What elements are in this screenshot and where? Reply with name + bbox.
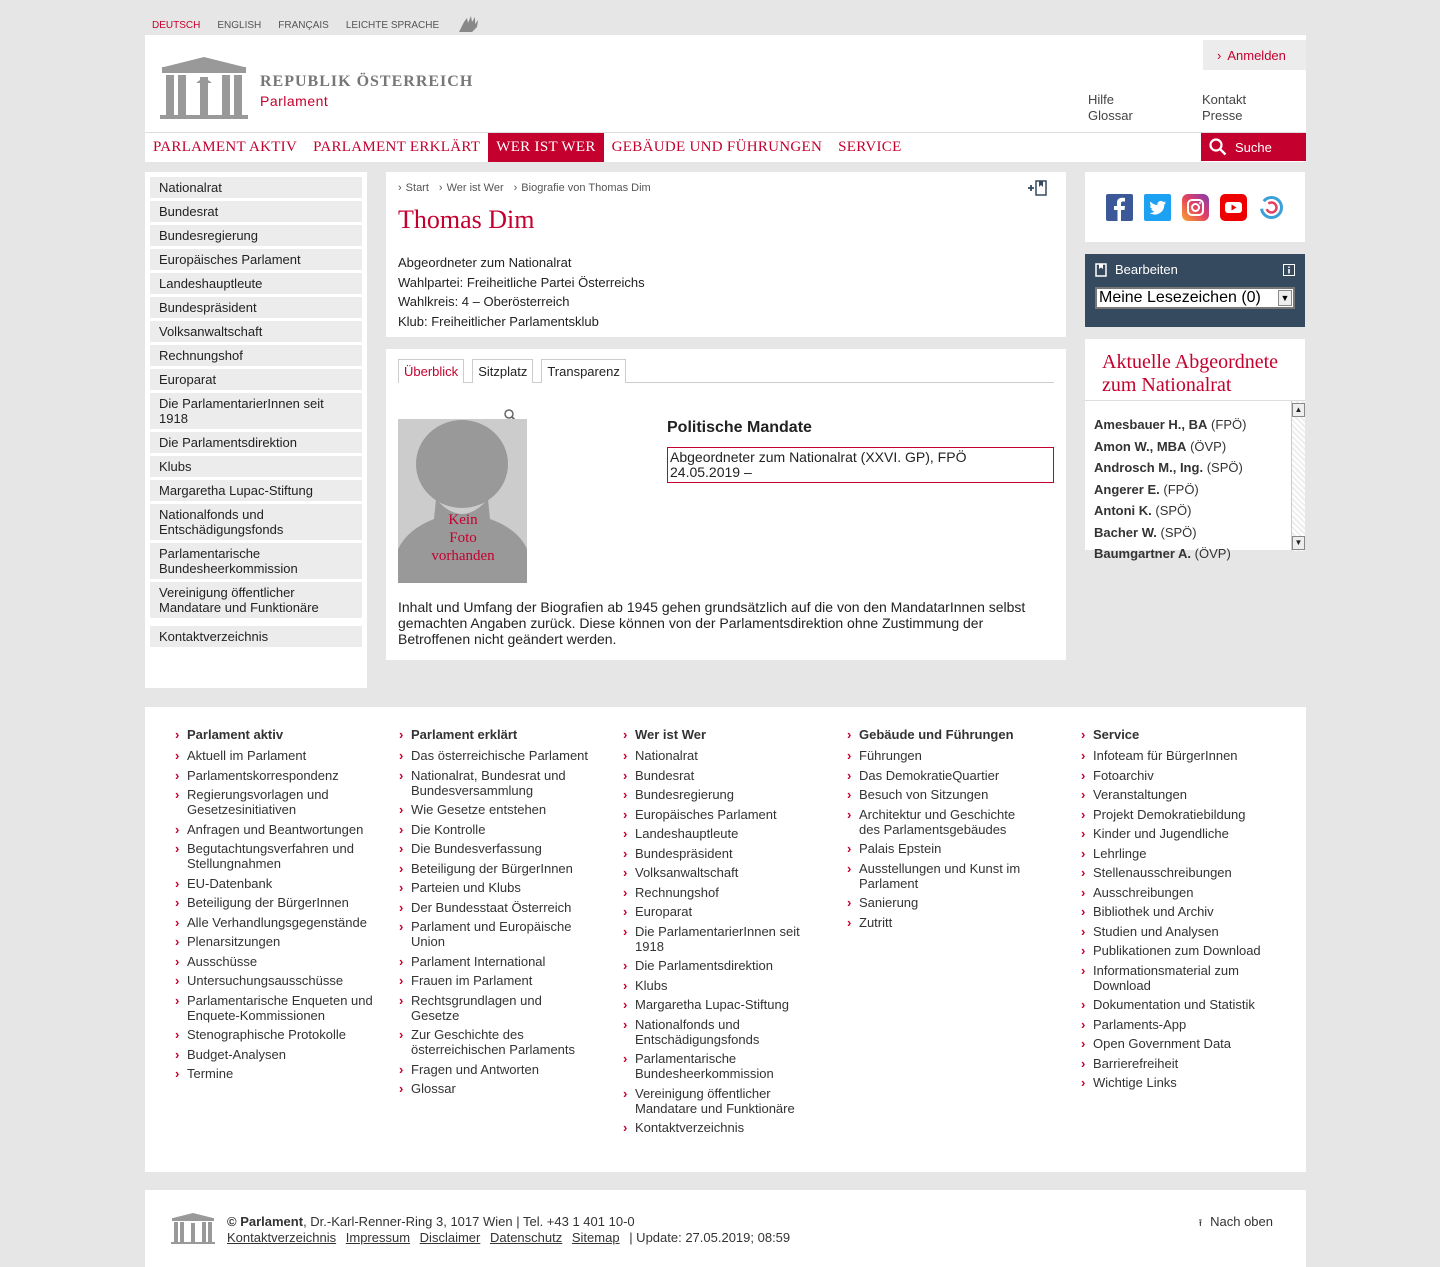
members-scrollbar[interactable] bbox=[1291, 401, 1305, 551]
biography-note: Inhalt und Umfang der Biografien ab 1945 gehen grundsätzlich auf die von den MandatarInnen selbst gemachten Angaben zurück. Diese können von der Parlamentsdirektion ohne Zustimmung der Betroffenen nicht geändert werden. bbox=[398, 599, 1026, 647]
footer-sitemap-link[interactable]: › Parlamentarische Bundesheerkommission bbox=[623, 1051, 813, 1081]
footer-sitemap-link[interactable]: › Studien und Analysen bbox=[1081, 924, 1271, 939]
footer-sitemap-link[interactable]: › Rechnungshof bbox=[623, 885, 813, 900]
back-to-top-label: Nach oben bbox=[1210, 1214, 1273, 1229]
leftnav-item[interactable]: Klubs bbox=[150, 456, 362, 477]
arrow-up-icon: ⭱ bbox=[1198, 1218, 1203, 1229]
member-name: Angerer E. bbox=[1094, 481, 1160, 497]
member-name: Bacher W. bbox=[1094, 524, 1157, 540]
member-item[interactable] bbox=[1085, 500, 1305, 522]
footer-sitemap-link[interactable]: › Regierungsvorlagen und Gesetzesinitiativen bbox=[175, 787, 375, 817]
footer-sitemap-link[interactable]: › Begutachtungsverfahren und Stellungnahmen bbox=[175, 841, 375, 871]
fact-role: Abgeordneter zum Nationalrat bbox=[398, 255, 572, 270]
footer-sitemap-link[interactable]: › Beteiligung der BürgerInnen bbox=[399, 861, 589, 876]
leftnav-item[interactable]: Bundesregierung bbox=[150, 225, 362, 246]
footer-sitemap-link[interactable]: › Kontaktverzeichnis bbox=[623, 1120, 813, 1135]
youtube-icon[interactable] bbox=[1220, 194, 1247, 221]
leftnav-item[interactable]: Parlamentarische Bundesheerkommission bbox=[150, 543, 362, 579]
chevron-right-icon: › bbox=[1217, 47, 1222, 63]
footer-sitemap-link[interactable]: › Parteien und Klubs bbox=[399, 880, 589, 895]
lang-fr[interactable]: FRANÇAIS bbox=[278, 20, 329, 31]
leftnav-item[interactable]: Landeshauptleute bbox=[150, 273, 362, 294]
footer-sitemap-link[interactable]: › Anfragen und Beantwortungen bbox=[175, 822, 375, 837]
lang-en[interactable]: ENGLISH bbox=[217, 20, 262, 31]
leftnav-item[interactable]: Bundespräsident bbox=[150, 297, 362, 318]
current-members-box bbox=[1085, 339, 1305, 561]
no-photo-line: vorhanden bbox=[431, 548, 495, 564]
bottom-bar bbox=[145, 1190, 1306, 1267]
header-links-right bbox=[1202, 92, 1246, 124]
leftnav-item[interactable]: Nationalfonds und Entschädigungsfonds bbox=[150, 504, 362, 540]
bookmark-icon bbox=[1095, 263, 1107, 277]
member-party: (SPÖ) bbox=[1206, 460, 1243, 475]
breadcrumb-item[interactable]: › Start bbox=[398, 182, 429, 194]
leftnav-item[interactable]: Europarat bbox=[150, 369, 362, 390]
leftnav-item[interactable]: Die Parlamentsdirektion bbox=[150, 432, 362, 453]
nav-parlament-aktiv[interactable]: PARLAMENT AKTIV bbox=[153, 139, 298, 155]
footer-sitemap-link[interactable]: › Parlaments-App bbox=[1081, 1017, 1271, 1032]
footer-sitemap-link[interactable]: › Die Kontrolle bbox=[399, 822, 589, 837]
no-photo-text bbox=[418, 511, 508, 565]
footer-sitemap-link[interactable]: › Alle Verhandlungsgegenstände bbox=[175, 915, 375, 930]
footer-sitemap-link[interactable]: › Sanierung bbox=[847, 895, 1037, 910]
footer-link[interactable]: Datenschutz bbox=[489, 1230, 563, 1245]
fact-constituency: Wahlkreis: 4 – Oberösterreich bbox=[398, 294, 570, 309]
footer-sitemap-link[interactable]: › Palais Epstein bbox=[847, 841, 1037, 856]
footer-sitemap-link[interactable]: › Wie Gesetze entstehen bbox=[399, 802, 589, 817]
person-facts bbox=[398, 253, 1054, 331]
member-name: Androsch M., Ing. bbox=[1094, 460, 1204, 475]
member-name: Amesbauer H., BA bbox=[1094, 417, 1208, 432]
member-name: Baumgartner A. bbox=[1094, 546, 1192, 561]
footer-sitemap-link[interactable]: › Bibliothek und Archiv bbox=[1081, 904, 1271, 919]
member-party: (FPÖ) bbox=[1211, 417, 1247, 432]
footer-sitemap-link[interactable]: › Klubs bbox=[623, 978, 813, 993]
breadcrumb bbox=[398, 182, 1054, 194]
leftnav-item[interactable]: Nationalrat bbox=[150, 177, 362, 198]
current-members-title: Aktuelle Abgeordnete zum Nationalrat bbox=[1102, 351, 1279, 396]
mandate-entry bbox=[667, 447, 1054, 483]
footer-sitemap-link[interactable]: › Nationalfonds und Entschädigungsfonds bbox=[623, 1017, 813, 1047]
fact-party: Wahlpartei: Freiheitliche Partei Österreichs bbox=[398, 274, 645, 290]
nav-wer-ist-wer[interactable]: WER IST WER bbox=[488, 133, 603, 162]
footer-sitemap-link[interactable]: › Beteiligung der BürgerInnen bbox=[175, 895, 375, 910]
logo[interactable] bbox=[160, 55, 473, 119]
footer-sitemap-link[interactable]: › Architektur und Geschichte des Parlamentsgebäudes bbox=[847, 807, 1037, 837]
mandates-heading: Politische Mandate bbox=[667, 419, 812, 436]
mandate-date: 24.05.2019 – bbox=[670, 464, 752, 480]
tab-transparenz[interactable]: Transparenz bbox=[541, 359, 626, 383]
footer-sitemap-link[interactable]: › Volksanwaltschaft bbox=[623, 865, 813, 880]
footer-sitemap-link[interactable]: › Das DemokratieQuartier bbox=[847, 768, 1037, 783]
footer-link[interactable]: Impressum bbox=[345, 1230, 411, 1245]
copyright-address: , Dr.-Karl-Renner-Ring 3, 1017 Wien | Tel. +43 1 401 10-0 bbox=[303, 1214, 635, 1229]
footer-sitemap-link[interactable]: › Besuch von Sitzungen bbox=[847, 787, 1037, 802]
member-party: (SPÖ) bbox=[1160, 524, 1197, 540]
member-item[interactable] bbox=[1085, 543, 1305, 565]
fact-club: Klub: Freiheitlicher Parlamentsklub bbox=[398, 313, 599, 329]
footer-link[interactable]: Disclaimer bbox=[419, 1230, 481, 1245]
footer-sitemap-link[interactable]: › Infoteam für BürgerInnen bbox=[1081, 748, 1271, 763]
footer-sitemap-link[interactable]: › Budget-Analysen bbox=[175, 1047, 375, 1062]
member-item[interactable] bbox=[1085, 479, 1305, 501]
press-link[interactable]: Presse bbox=[1202, 108, 1243, 123]
language-bar bbox=[152, 14, 482, 37]
footer-column bbox=[399, 727, 589, 1101]
footer-sitemap-link[interactable]: › Parlament und Europäische Union bbox=[399, 919, 589, 949]
footer-sitemap-link[interactable]: › Barrierefreiheit bbox=[1081, 1056, 1271, 1071]
tab-sitzplatz[interactable]: Sitzplatz bbox=[472, 359, 533, 383]
lang-easy[interactable]: LEICHTE SPRACHE bbox=[345, 20, 440, 31]
parliament-logo-small-icon[interactable] bbox=[171, 1212, 215, 1244]
footer-sitemap-link[interactable]: › Glossar bbox=[399, 1081, 589, 1096]
footer-column-heading[interactable]: › Parlament aktiv bbox=[175, 727, 375, 742]
scroll-down-icon[interactable]: ▼ bbox=[1292, 536, 1305, 550]
footer-sitemap-link[interactable]: › Open Government Data bbox=[1081, 1036, 1271, 1051]
member-name: Antoni K. bbox=[1094, 503, 1152, 518]
nav-parlament-erklaert[interactable]: PARLAMENT ERKLÄRT bbox=[313, 139, 481, 155]
glossary-link[interactable]: Glossar bbox=[1088, 108, 1133, 123]
social-links bbox=[1085, 172, 1305, 242]
footer-sitemap-link[interactable]: › Europäisches Parlament bbox=[623, 807, 813, 822]
member-item[interactable] bbox=[1085, 436, 1305, 458]
breadcrumb-item: › Biografie von Thomas Dim bbox=[514, 182, 651, 194]
footer-sitemap-link[interactable]: › Parlamentarische Enqueten und Enquete-Kommissionen bbox=[175, 993, 375, 1023]
breadcrumb-item[interactable]: › Wer ist Wer bbox=[439, 182, 504, 194]
twitter-icon[interactable] bbox=[1144, 194, 1171, 221]
help-link[interactable]: Hilfe bbox=[1088, 92, 1115, 107]
footer-sitemap-link[interactable]: › Nationalrat bbox=[623, 748, 813, 763]
lang-de[interactable]: DEUTSCH bbox=[152, 20, 201, 31]
leftnav-item[interactable]: Vereinigung öffentlicher Mandatare und Funktionäre bbox=[150, 582, 362, 618]
leftnav-item[interactable]: Europäisches Parlament bbox=[150, 249, 362, 270]
leftnav-item[interactable]: Margaretha Lupac-Stiftung bbox=[150, 480, 362, 501]
member-name: Amon W., MBA bbox=[1094, 438, 1187, 454]
leftnav-item[interactable]: Volksanwaltschaft bbox=[150, 321, 362, 342]
update-text: | Update: 27.05.2019; 08:59 bbox=[629, 1230, 791, 1245]
nav-service[interactable]: SERVICE bbox=[838, 139, 902, 155]
login-button[interactable] bbox=[1203, 40, 1306, 70]
footer-sitemap-link[interactable]: › Projekt Demokratiebildung bbox=[1081, 807, 1271, 822]
footer-sitemap-link[interactable]: › Informationsmaterial zum Download bbox=[1081, 963, 1271, 993]
footer-column bbox=[175, 727, 375, 1086]
footer-sitemap-link[interactable]: › Publikationen zum Download bbox=[1081, 943, 1271, 958]
leftnav-item[interactable]: Die ParlamentarierInnen seit 1918 bbox=[150, 393, 362, 429]
search-button[interactable] bbox=[1201, 133, 1306, 161]
footer-sitemap-link[interactable]: › Termine bbox=[175, 1066, 375, 1081]
left-navigation bbox=[145, 172, 367, 688]
chevron-down-icon: ▼ bbox=[1278, 290, 1292, 306]
member-item[interactable] bbox=[1085, 414, 1305, 436]
footer-sitemap-link[interactable]: › Die ParlamentarierInnen seit 1918 bbox=[623, 924, 813, 954]
footer-sitemap-link[interactable]: › Margaretha Lupac-Stiftung bbox=[623, 997, 813, 1012]
footer-sitemap-link[interactable]: › Veranstaltungen bbox=[1081, 787, 1271, 802]
footer-sitemap bbox=[145, 707, 1306, 1172]
tab-bar bbox=[398, 359, 1054, 383]
member-item[interactable] bbox=[1085, 457, 1305, 479]
mandate-line: Abgeordneter zum Nationalrat (XXVI. GP), FPÖ bbox=[670, 449, 967, 465]
footer-sitemap-link[interactable]: › Das österreichische Parlament bbox=[399, 748, 589, 763]
footer-sitemap-link[interactable]: › Zutritt bbox=[847, 915, 1037, 930]
search-icon bbox=[1209, 138, 1227, 156]
info-icon[interactable] bbox=[1283, 264, 1295, 276]
footer-sitemap-link[interactable]: › Aktuell im Parlament bbox=[175, 748, 375, 763]
footer-sitemap-link[interactable]: › Die Parlamentsdirektion bbox=[623, 958, 813, 973]
footer-sitemap-link[interactable]: › Kinder und Jugendliche bbox=[1081, 826, 1271, 841]
members-list bbox=[1085, 400, 1305, 561]
footer-column-heading[interactable]: › Gebäude und Führungen bbox=[847, 727, 1037, 742]
edit-label[interactable]: Bearbeiten bbox=[1115, 262, 1178, 277]
footer-sitemap-link[interactable]: › Plenarsitzungen bbox=[175, 934, 375, 949]
footer-column-heading[interactable]: › Parlament erklärt bbox=[399, 727, 589, 742]
reform-icon[interactable] bbox=[1258, 194, 1285, 221]
page-title: Thomas Dim bbox=[398, 205, 535, 234]
person-photo-placeholder[interactable] bbox=[398, 419, 527, 583]
footer-sitemap-link[interactable]: › Nationalrat, Bundesrat und Bundesversammlung bbox=[399, 768, 589, 798]
footer-sitemap-link[interactable]: › Stenographische Protokolle bbox=[175, 1027, 375, 1042]
footer-sitemap-link[interactable]: › Ausstellungen und Kunst im Parlament bbox=[847, 861, 1037, 891]
scroll-up-icon[interactable]: ▲ bbox=[1292, 403, 1305, 417]
member-party: (ÖVP) bbox=[1190, 438, 1227, 454]
member-item[interactable] bbox=[1085, 522, 1305, 544]
footer-sitemap-link[interactable]: › Ausschüsse bbox=[175, 954, 375, 969]
bookmarks-select-value: Meine Lesezeichen (0) bbox=[1099, 289, 1261, 306]
login-label: Anmelden bbox=[1227, 47, 1286, 63]
header-links-left bbox=[1088, 92, 1133, 124]
main-navigation bbox=[145, 132, 1306, 162]
add-bookmark-icon[interactable] bbox=[1028, 180, 1048, 196]
leftnav-item[interactable]: Kontaktverzeichnis bbox=[150, 626, 362, 647]
footer-column-heading[interactable]: › Service bbox=[1081, 727, 1271, 742]
footer-sitemap-link[interactable]: › Parlament International bbox=[399, 954, 589, 969]
overview-panel bbox=[386, 349, 1066, 660]
footer-sitemap-link[interactable]: › Fotoarchiv bbox=[1081, 768, 1271, 783]
tab-ueberblick[interactable]: Überblick bbox=[398, 359, 464, 383]
footer-sitemap-link[interactable]: › Bundespräsident bbox=[623, 846, 813, 861]
site-header bbox=[145, 35, 1306, 162]
footer-sitemap-link[interactable]: › Der Bundesstaat Österreich bbox=[399, 900, 589, 915]
member-party: (ÖVP) bbox=[1194, 546, 1231, 561]
footer-column bbox=[1081, 727, 1271, 1095]
leftnav-item[interactable]: Rechnungshof bbox=[150, 345, 362, 366]
sign-language-icon[interactable] bbox=[456, 14, 482, 37]
nav-gebaeude-fuehrungen[interactable]: GEBÄUDE UND FÜHRUNGEN bbox=[611, 139, 823, 155]
footer-link[interactable]: Kontaktverzeichnis bbox=[227, 1230, 337, 1245]
footer-sitemap-link[interactable]: › EU-Datenbank bbox=[175, 876, 375, 891]
member-party: (FPÖ) bbox=[1163, 481, 1199, 497]
footer-sitemap-link[interactable]: › Die Bundesverfassung bbox=[399, 841, 589, 856]
footer-sitemap-link[interactable]: › Bundesrat bbox=[623, 768, 813, 783]
footer-sitemap-link[interactable]: › Landeshauptleute bbox=[623, 826, 813, 841]
member-party: (SPÖ) bbox=[1155, 503, 1192, 518]
footer-sitemap-link[interactable]: › Ausschreibungen bbox=[1081, 885, 1271, 900]
footer-sitemap-link[interactable]: › Führungen bbox=[847, 748, 1037, 763]
copyright-org: © Parlament bbox=[227, 1214, 304, 1229]
search-label: Suche bbox=[1235, 139, 1272, 155]
footer-sitemap-link[interactable]: › Parlamentskorrespondenz bbox=[175, 768, 375, 783]
footer-sitemap-link[interactable]: › Dokumentation und Statistik bbox=[1081, 997, 1271, 1012]
person-header bbox=[386, 172, 1066, 337]
footer-sitemap-link[interactable]: › Zur Geschichte des österreichischen Parlaments bbox=[399, 1027, 589, 1057]
footer-column-heading[interactable]: › Wer ist Wer bbox=[623, 727, 813, 742]
brand-title: REPUBLIK ÖSTERREICH bbox=[260, 73, 474, 90]
footer-sitemap-link[interactable]: › Untersuchungsausschüsse bbox=[175, 973, 375, 988]
footer-sitemap-link[interactable]: › Wichtige Links bbox=[1081, 1075, 1271, 1090]
no-photo-line: Kein bbox=[448, 512, 478, 528]
footer-sitemap-link[interactable]: › Stellenausschreibungen bbox=[1081, 865, 1271, 880]
brand-subtitle: Parlament bbox=[260, 93, 329, 109]
footer-sitemap-link[interactable]: › Fragen und Antworten bbox=[399, 1062, 589, 1077]
footer-column bbox=[847, 727, 1037, 934]
footer-sitemap-link[interactable]: › Rechtsgrundlagen und Gesetze bbox=[399, 993, 589, 1023]
leftnav-item[interactable]: Bundesrat bbox=[150, 201, 362, 222]
contact-link[interactable]: Kontakt bbox=[1202, 92, 1247, 107]
copyright bbox=[227, 1214, 790, 1246]
bookmarks-select[interactable] bbox=[1095, 287, 1295, 309]
footer-column bbox=[623, 727, 813, 1140]
footer-sitemap-link[interactable]: › Frauen im Parlament bbox=[399, 973, 589, 988]
instagram-icon[interactable] bbox=[1182, 194, 1209, 221]
footer-sitemap-link[interactable]: › Vereinigung öffentlicher Mandatare und Funktionäre bbox=[623, 1086, 813, 1116]
footer-sitemap-link[interactable]: › Europarat bbox=[623, 904, 813, 919]
footer-sitemap-link[interactable]: › Lehrlinge bbox=[1081, 846, 1271, 861]
footer-link[interactable]: Sitemap bbox=[571, 1230, 620, 1245]
back-to-top-link[interactable] bbox=[1199, 1214, 1273, 1233]
parliament-logo-icon bbox=[160, 55, 248, 119]
facebook-icon[interactable] bbox=[1106, 194, 1133, 221]
footer-sitemap-link[interactable]: › Bundesregierung bbox=[623, 787, 813, 802]
bookmark-panel bbox=[1085, 254, 1305, 327]
no-photo-line: Foto bbox=[449, 530, 477, 546]
